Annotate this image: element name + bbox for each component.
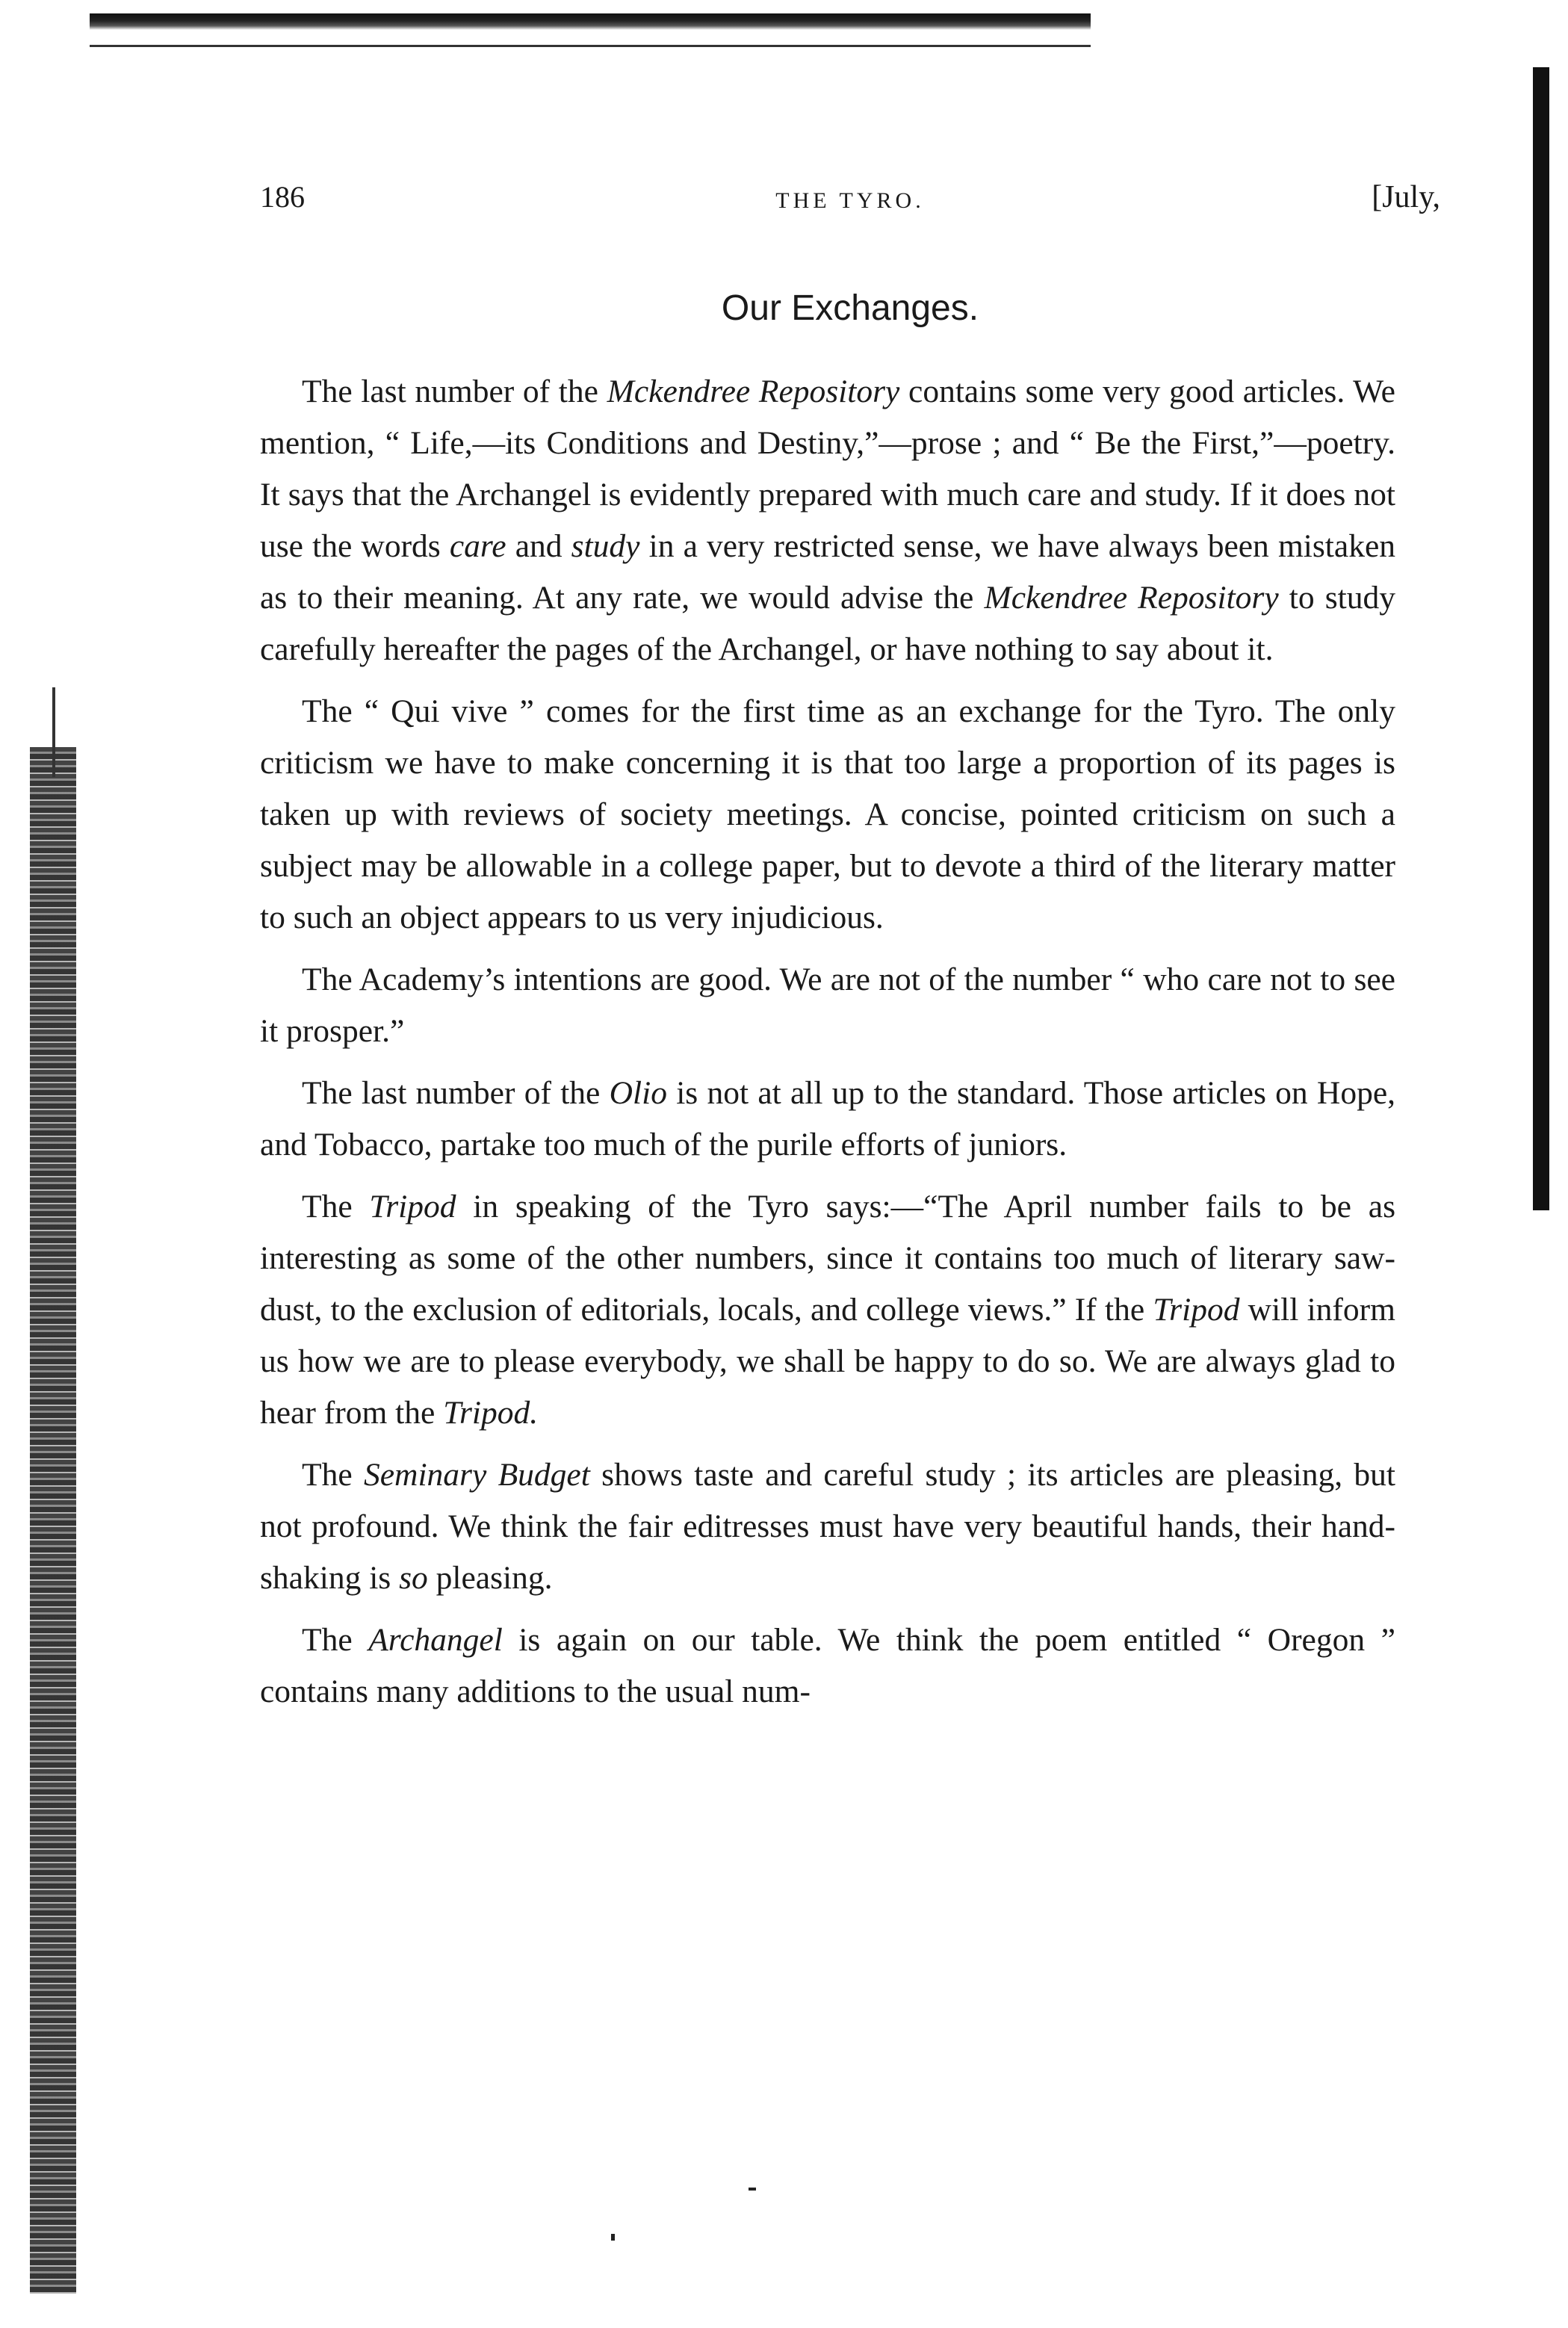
bottom-speck-mark	[749, 2188, 756, 2191]
page-number: 186	[260, 180, 305, 214]
paragraph-qui-vive: The “ Qui vive ” comes for the first time as an exchange for the Tyro. The only criticism we have to make concerning it is that too large a proportion of its pages is taken up with reviews of society meetings. A concise, pointed criticism on such a subject may be allowable in a college paper, but to devote a third of the literary matter to such an object appears to us very injudicious.	[260, 693, 1395, 935]
page-header	[260, 179, 1440, 232]
paragraph-olio: The last number of the Olio is not at all up to the standard. Those articles on Hope, and Tobacco, partake too much of the purile efforts of juniors.	[260, 1075, 1395, 1163]
date-mark: [July,	[1372, 180, 1440, 214]
paragraph-mckendree: The last number of the Mckendree Repository contains some very good articles. We mention, “ Life,—its Conditions and Destiny,”—prose ; and “ Be the First,”—poetry. It says that the Archangel is evidently prepared with much care and study. If it does not use the words care and study in a very restricted sense, we have always been mistaken as to their meaning. At any rate, we would advise the Mckendree Repository to study carefully hereafter the pages of the Archangel, or have nothing to say about it.	[260, 374, 1395, 667]
running-title: THE TYRO.	[775, 188, 925, 213]
left-margin-line	[52, 687, 55, 777]
paragraph-tripod: The Tripod in speaking of the Tyro says:—“The April number fails to be as interesting as some of the other numbers, since it contains too much of literary saw-dust, to the exclusion of editorials, locals, and college views.” If the Tripod will inform us how we are to please everybody, we shall be happy to do so. We are always glad to hear from the Tripod.	[260, 1189, 1395, 1431]
left-margin-speckle	[30, 747, 76, 2294]
article-body	[260, 366, 1395, 1728]
bottom-speck-dot	[611, 2234, 615, 2241]
section-title: Our Exchanges.	[721, 288, 979, 328]
right-margin-bar	[1533, 67, 1549, 1210]
paragraph-academy: The Academy’s intentions are good. We are not of the number “ who care not to see it prosper.”	[260, 962, 1395, 1049]
paragraph-seminary-budget: The Seminary Budget shows taste and careful study ; its articles are pleasing, but not profound. We think the fair editresses must have very beautiful hands, their hand-shaking is so pleasing.	[260, 1457, 1396, 1596]
paragraph-archangel: The Archangel is again on our table. We think the poem entitled “ Oregon ” contains many additions to the usual num-	[260, 1622, 1395, 1709]
top-rule-decoration	[90, 13, 1091, 30]
top-rule-line	[90, 45, 1091, 47]
